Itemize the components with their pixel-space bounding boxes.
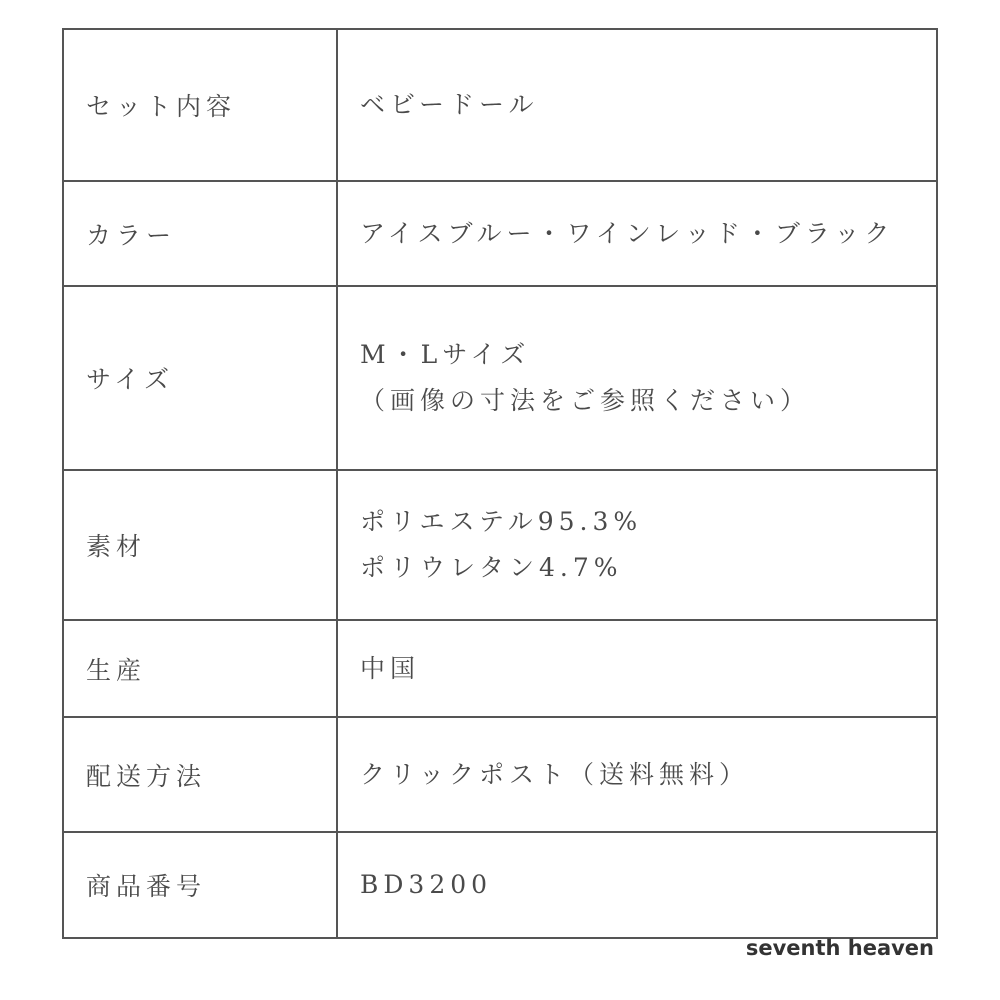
spec-value-line: ポリウレタン4.7% xyxy=(360,553,623,582)
spec-row-shipping xyxy=(63,717,937,832)
spec-value-line: （画像の寸法をご参照ください） xyxy=(360,386,811,415)
spec-label: 生産 xyxy=(63,620,337,717)
spec-label: サイズ xyxy=(63,286,337,470)
spec-value-line: ポリエステル95.3% xyxy=(360,507,643,536)
spec-row-origin xyxy=(63,620,937,717)
spec-value xyxy=(337,181,937,286)
spec-row-product-number xyxy=(63,832,937,938)
spec-label: カラー xyxy=(63,181,337,286)
spec-row-material xyxy=(63,470,937,620)
spec-label: 配送方法 xyxy=(63,717,337,832)
spec-row-size xyxy=(63,286,937,470)
spec-value-line: M・Lサイズ xyxy=(360,340,531,369)
brand-name: seventh heaven xyxy=(745,936,934,960)
spec-value-line: アイスブルー・ワインレッド・ブラック xyxy=(360,218,895,248)
spec-value xyxy=(337,717,937,832)
spec-row-color xyxy=(63,181,937,286)
spec-label: 素材 xyxy=(63,470,337,620)
spec-value xyxy=(337,29,937,181)
spec-value-line: クリックポスト（送料無料） xyxy=(360,759,750,789)
spec-label: セット内容 xyxy=(63,29,337,181)
spec-value xyxy=(337,832,937,938)
spec-value xyxy=(337,620,937,717)
spec-value-line: 中国 xyxy=(360,653,421,683)
spec-value xyxy=(337,286,937,470)
spec-value xyxy=(337,470,937,620)
spec-value-line: BD3200 xyxy=(360,870,493,899)
product-spec-table xyxy=(62,28,938,939)
spec-row-set-contents xyxy=(63,29,937,181)
spec-value-line: ベビードール xyxy=(360,90,539,119)
spec-label: 商品番号 xyxy=(63,832,337,938)
